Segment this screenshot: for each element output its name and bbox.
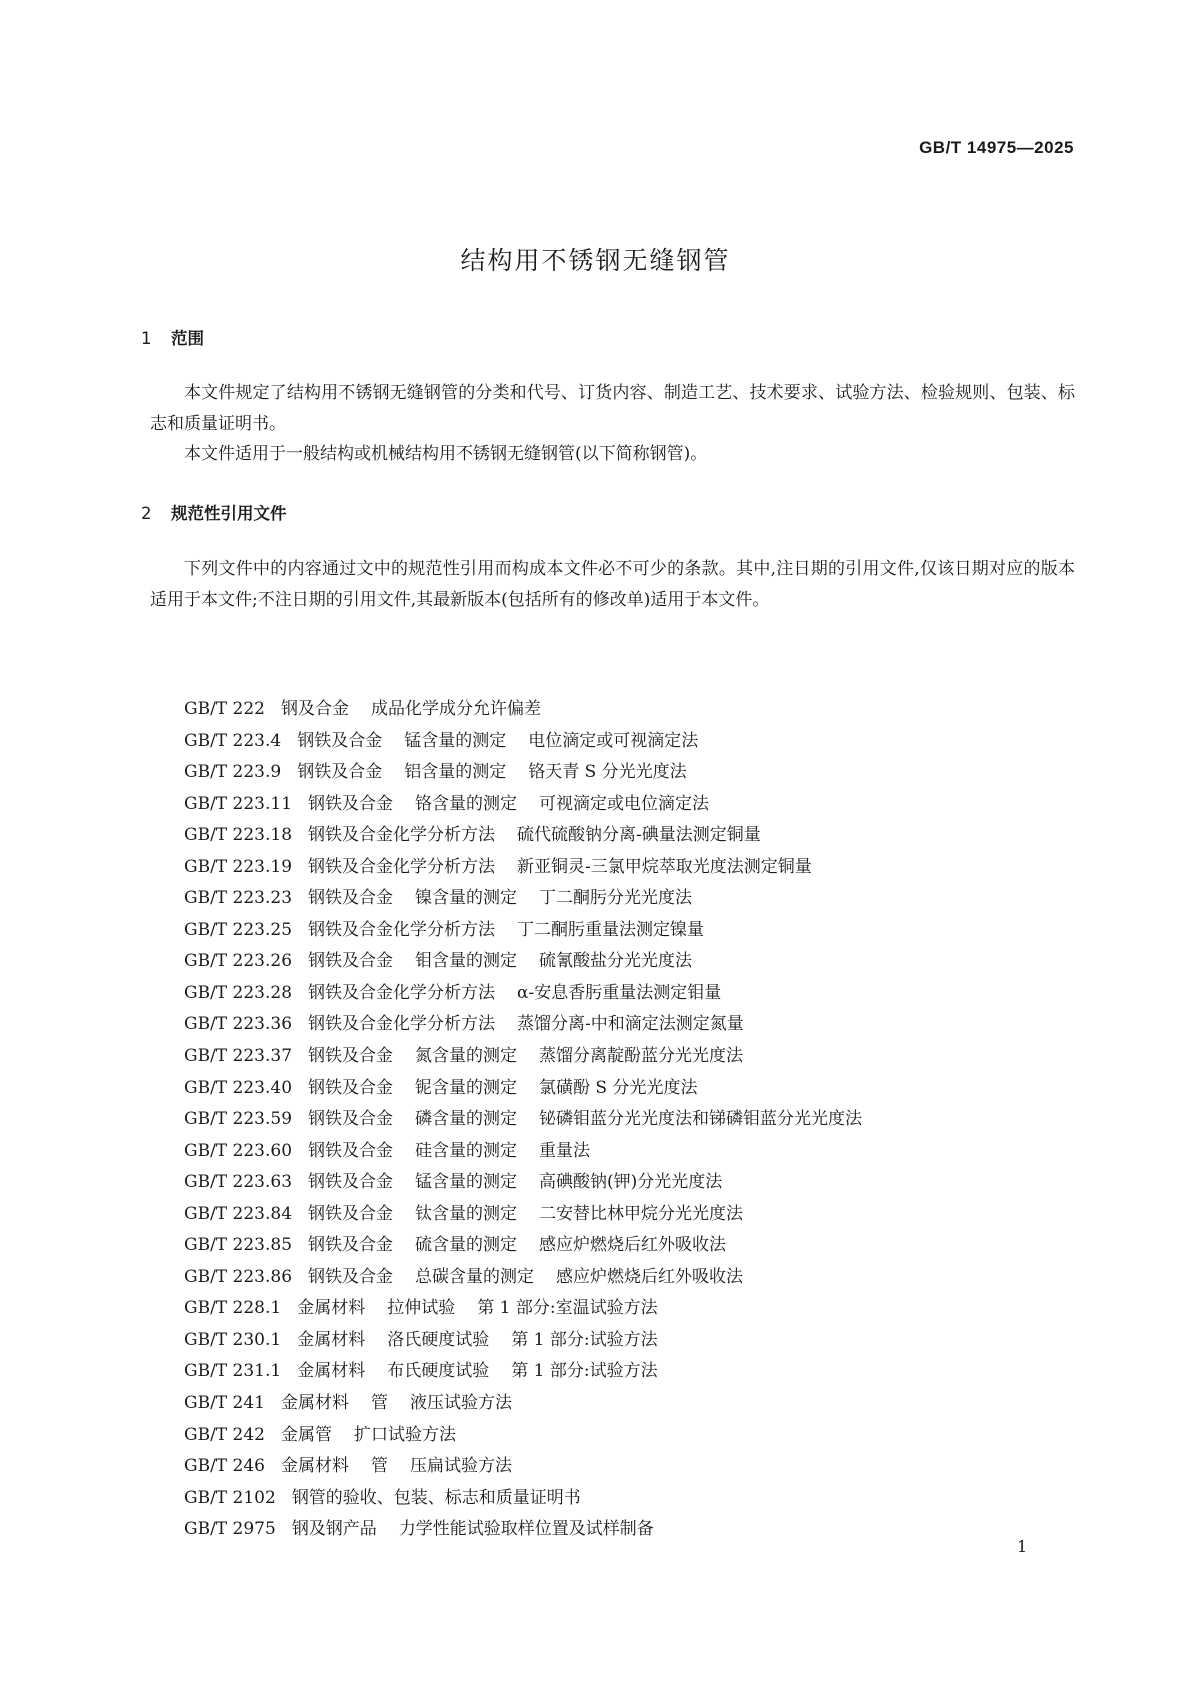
reference-title-part: 钼含量的测定 — [415, 951, 518, 972]
reference-item — [184, 726, 884, 758]
reference-title-part: 钢管的验收、包装、标志和质量证明书 — [291, 1487, 581, 1508]
reference-title-part: 新亚铜灵-三氯甲烷萃取光度法测定铜量 — [517, 856, 812, 877]
reference-title-part: 二安替比林甲烷分光光度法 — [539, 1203, 744, 1224]
reference-code: GB/T 230.1 — [184, 1329, 282, 1350]
reference-code: GB/T 228.1 — [184, 1298, 282, 1319]
reference-title-part: 洛氏硬度试验 — [387, 1329, 490, 1350]
reference-item — [184, 1420, 884, 1452]
reference-code: GB/T 2975 — [184, 1519, 276, 1540]
reference-title-part: 钢铁及合金 — [308, 1172, 394, 1193]
reference-code: GB/T 223.18 — [184, 825, 293, 846]
reference-code: GB/T 241 — [184, 1393, 265, 1414]
reference-item — [184, 1356, 884, 1388]
reference-title-part: 高碘酸钠(钾)分光光度法 — [539, 1172, 723, 1193]
section-heading-scope — [141, 325, 204, 349]
reference-title-part: 钢铁及合金 — [308, 1266, 394, 1287]
reference-title-part: 硫含量的测定 — [415, 1235, 518, 1256]
reference-title-part: 第 1 部分:试验方法 — [511, 1329, 658, 1350]
reference-title-part: 钛含量的测定 — [415, 1203, 518, 1224]
reference-title-part: 硅含量的测定 — [415, 1140, 518, 1161]
section-title: 范围 — [171, 329, 204, 348]
reference-code: GB/T 246 — [184, 1456, 265, 1477]
reference-code: GB/T 242 — [184, 1424, 265, 1445]
reference-item — [184, 1041, 884, 1073]
scope-paragraph-2: 本文件适用于一般结构或机械结构用不锈钢无缝钢管(以下简称钢管)。 — [184, 444, 708, 464]
reference-item — [184, 1262, 884, 1294]
reference-title-part: 钢铁及合金 — [308, 1109, 394, 1130]
section-title: 规范性引用文件 — [171, 504, 287, 523]
page-number: 1 — [1017, 1537, 1028, 1556]
reference-title-part: 钢铁及合金化学分析方法 — [308, 982, 496, 1003]
reference-item — [184, 1136, 884, 1168]
reference-title-part: 铬天青 S 分光光度法 — [528, 762, 687, 783]
reference-title-part: 感应炉燃烧后红外吸收法 — [539, 1235, 727, 1256]
reference-title-part: 拉伸试验 — [387, 1298, 456, 1319]
reference-title-part: 液压试验方法 — [410, 1393, 512, 1414]
reference-title-part: 钢铁及合金 — [308, 888, 394, 909]
reference-title-part: 钢铁及合金化学分析方法 — [308, 825, 496, 846]
reference-item — [184, 1167, 884, 1199]
reference-title-part: 金属材料 — [297, 1298, 366, 1319]
reference-title-part: 成品化学成分允许偏差 — [371, 699, 541, 719]
reference-item — [184, 1199, 884, 1231]
scope-paragraph-1: 本文件规定了结构用不锈钢无缝钢管的分类和代号、订货内容、制造工艺、技术要求、试验方法、检验规则、包装、标志和质量证明书。 — [150, 383, 1075, 434]
reference-code: GB/T 2102 — [184, 1487, 276, 1508]
reference-title-part: 压扁试验方法 — [410, 1456, 512, 1477]
reference-title-part: 锰含量的测定 — [404, 730, 507, 751]
reference-title-part: 金属材料 — [297, 1329, 366, 1350]
reference-title-part: 钢铁及合金 — [308, 1235, 394, 1256]
reference-title-part: 铌含量的测定 — [415, 1077, 518, 1098]
reference-title-part: 钢铁及合金化学分析方法 — [308, 1014, 496, 1035]
reference-code: GB/T 223.59 — [184, 1109, 293, 1130]
reference-title-part: 硫氰酸盐分光光度法 — [539, 951, 693, 972]
reference-item — [184, 820, 884, 852]
reference-item — [184, 883, 884, 915]
standard-number: GB/T 14975—2025 — [919, 138, 1074, 157]
reference-title-part: 钢铁及合金化学分析方法 — [308, 919, 496, 940]
reference-item — [184, 852, 884, 884]
reference-item — [184, 789, 884, 821]
reference-code: GB/T 231.1 — [184, 1361, 282, 1382]
reference-title-part: 钢及钢产品 — [291, 1519, 377, 1540]
reference-title-part: 钢铁及合金 — [308, 793, 394, 814]
reference-title-part: 氮含量的测定 — [415, 1046, 518, 1067]
reference-item — [184, 1009, 884, 1041]
reference-title-part: 感应炉燃烧后红外吸收法 — [556, 1266, 744, 1287]
reference-title-part: 丁二酮肟重量法测定镍量 — [517, 919, 705, 940]
reference-title-part: 钢铁及合金 — [308, 1046, 394, 1067]
reference-code: GB/T 223.37 — [184, 1046, 293, 1067]
reference-title-part: 钢铁及合金 — [308, 1077, 394, 1098]
reference-item — [184, 1325, 884, 1357]
document-title: 结构用不锈钢无缝钢管 — [460, 246, 731, 275]
reference-title-part: 第 1 部分:室温试验方法 — [477, 1298, 658, 1319]
reference-title-part: 布氏硬度试验 — [387, 1361, 490, 1382]
reference-item — [184, 946, 884, 978]
reference-item — [184, 1451, 884, 1483]
reference-title-part: 金属材料 — [297, 1361, 366, 1382]
reference-item — [184, 915, 884, 947]
references-intro-paragraph: 下列文件中的内容通过文中的规范性引用而构成本文件必不可少的条款。其中,注日期的引用文件,仅该日期对应的版本适用于本文件;不注日期的引用文件,其最新版本(包括所有的修改单)适用于本文件。 — [150, 559, 1075, 610]
reference-title-part: 金属管 — [281, 1424, 332, 1445]
reference-title-part: 金属材料 — [281, 1456, 349, 1477]
reference-item — [184, 1388, 884, 1420]
reference-code: GB/T 223.25 — [184, 919, 293, 940]
reference-code: GB/T 223.84 — [184, 1203, 293, 1224]
reference-title-part: 钢铁及合金 — [308, 1140, 394, 1161]
reference-code: GB/T 223.19 — [184, 856, 293, 877]
reference-code: GB/T 223.36 — [184, 1014, 293, 1035]
reference-title-part: 蒸馏分离-中和滴定法测定氮量 — [517, 1014, 744, 1035]
reference-item — [184, 1104, 884, 1136]
reference-title-part: 铋磷钼蓝分光光度法和锑磷钼蓝分光光度法 — [539, 1109, 863, 1130]
reference-title-part: 第 1 部分:试验方法 — [511, 1361, 658, 1382]
section-number: 1 — [141, 329, 152, 348]
reference-item — [184, 1483, 884, 1515]
reference-code: GB/T 223.28 — [184, 982, 293, 1003]
reference-code: GB/T 223.85 — [184, 1235, 293, 1256]
reference-title-part: 钢铁及合金 — [297, 762, 383, 783]
reference-code: GB/T 223.9 — [184, 762, 282, 783]
reference-title-part: 磷含量的测定 — [415, 1109, 518, 1130]
reference-title-part: 铝含量的测定 — [404, 762, 507, 783]
reference-item — [184, 694, 884, 726]
reference-title-part: 重量法 — [539, 1140, 591, 1161]
reference-item — [184, 757, 884, 789]
reference-code: GB/T 223.26 — [184, 951, 293, 972]
reference-code: GB/T 223.11 — [184, 793, 293, 814]
reference-title-part: 可视滴定或电位滴定法 — [539, 793, 710, 814]
reference-title-part: 总碳含量的测定 — [415, 1266, 535, 1287]
reference-title-part: 金属材料 — [281, 1393, 349, 1414]
reference-code: GB/T 222 — [184, 699, 265, 719]
reference-code: GB/T 223.40 — [184, 1077, 293, 1098]
reference-title-part: 钢铁及合金 — [308, 1203, 394, 1224]
reference-title-part: 钢铁及合金 — [297, 730, 383, 751]
reference-item — [184, 1230, 884, 1262]
reference-title-part: 镍含量的测定 — [415, 888, 518, 909]
reference-title-part: 钢铁及合金化学分析方法 — [308, 856, 496, 877]
reference-item — [184, 978, 884, 1010]
reference-title-part: 蒸馏分离靛酚蓝分光光度法 — [539, 1046, 744, 1067]
reference-item — [184, 1073, 884, 1105]
reference-title-part: 力学性能试验取样位置及试样制备 — [398, 1519, 654, 1540]
reference-item — [184, 1293, 884, 1325]
reference-title-part: α-安息香肟重量法测定钼量 — [517, 982, 722, 1003]
reference-title-part: 管 — [371, 1456, 388, 1477]
reference-item — [184, 1514, 884, 1546]
reference-code: GB/T 223.60 — [184, 1140, 293, 1161]
section-number: 2 — [141, 504, 152, 523]
reference-title-part: 钢及合金 — [281, 699, 349, 719]
reference-code: GB/T 223.63 — [184, 1172, 293, 1193]
reference-title-part: 扩口试验方法 — [354, 1424, 456, 1445]
reference-code: GB/T 223.23 — [184, 888, 293, 909]
reference-title-part: 硫代硫酸钠分离-碘量法测定铜量 — [517, 825, 761, 846]
reference-list — [184, 694, 884, 1546]
reference-title-part: 电位滴定或可视滴定法 — [528, 730, 699, 751]
reference-title-part: 管 — [371, 1393, 388, 1414]
reference-code: GB/T 223.86 — [184, 1266, 293, 1287]
reference-title-part: 钢铁及合金 — [308, 951, 394, 972]
reference-title-part: 丁二酮肟分光光度法 — [539, 888, 693, 909]
reference-code: GB/T 223.4 — [184, 730, 282, 751]
reference-title-part: 锰含量的测定 — [415, 1172, 518, 1193]
section-heading-normative-references — [141, 500, 287, 524]
reference-title-part: 氯磺酚 S 分光光度法 — [539, 1077, 698, 1098]
reference-title-part: 铬含量的测定 — [415, 793, 518, 814]
